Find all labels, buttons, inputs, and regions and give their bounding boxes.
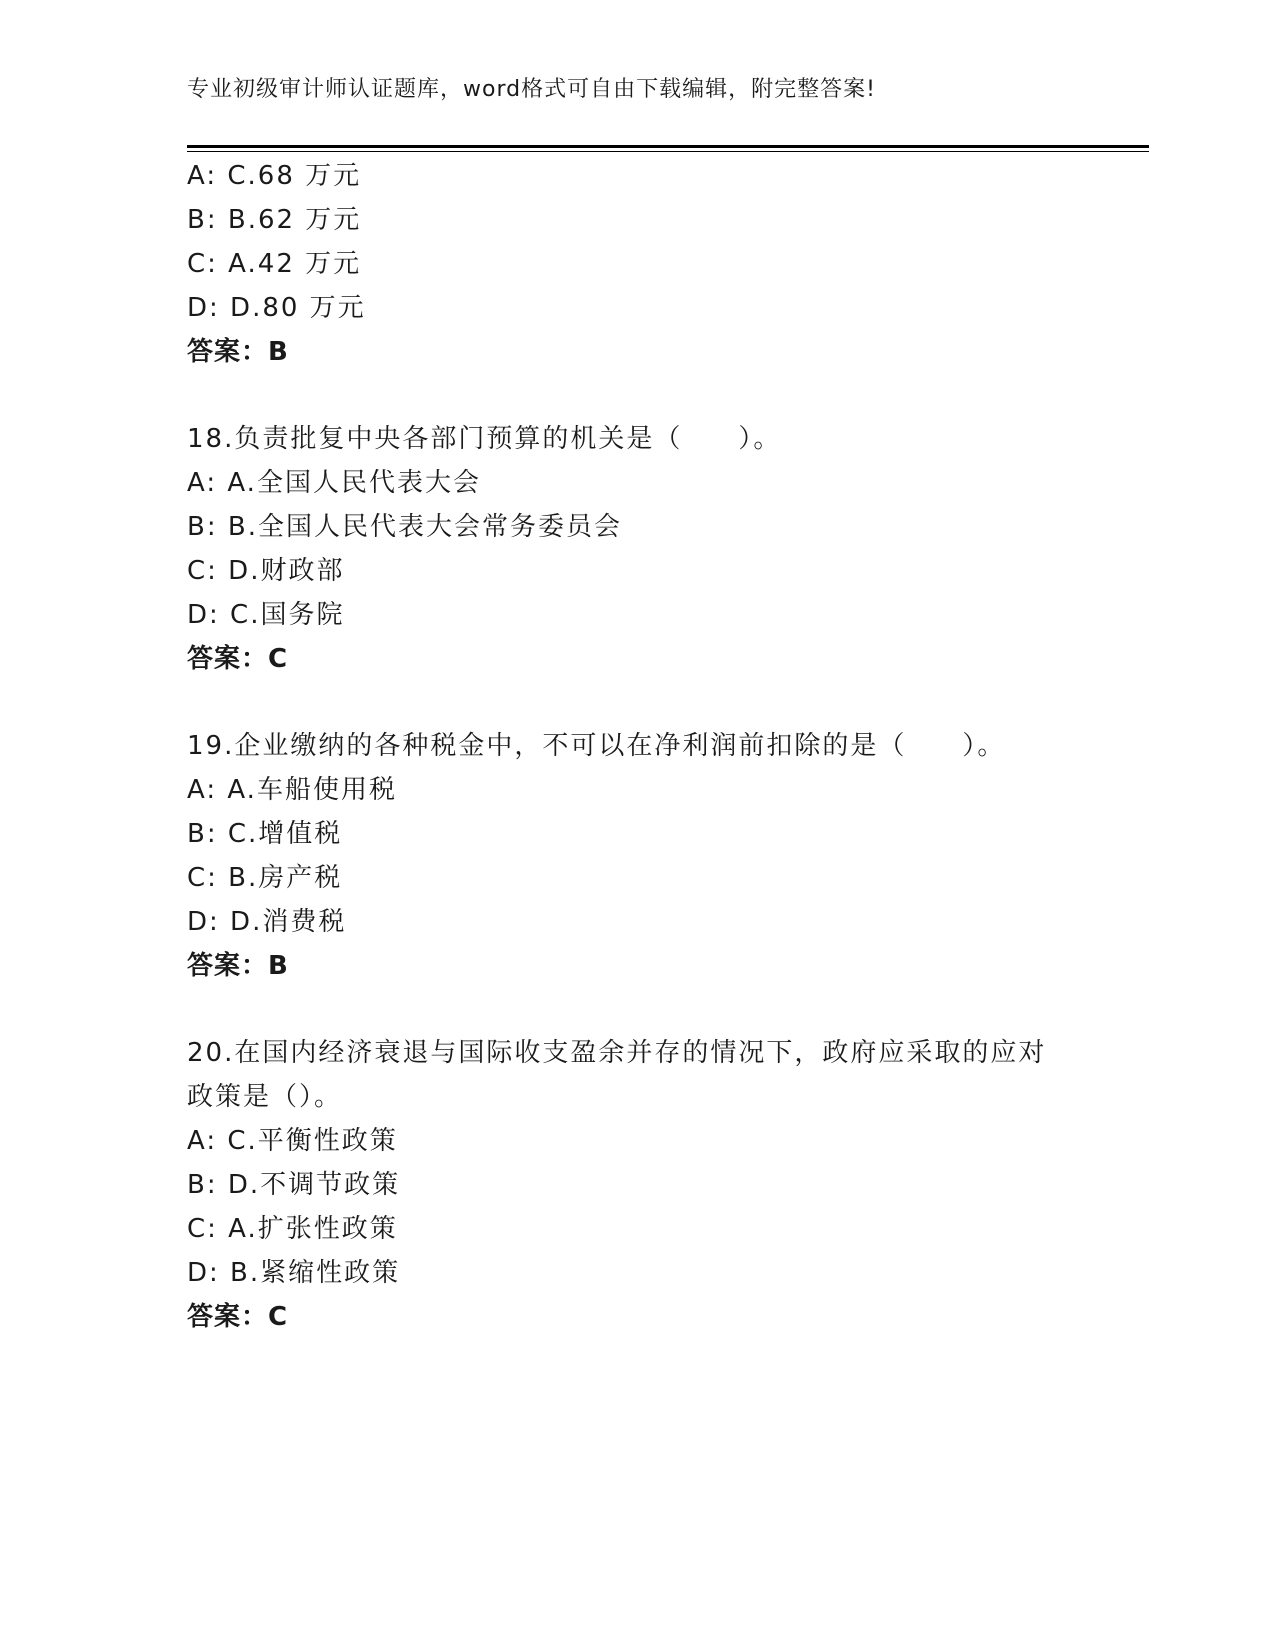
option-d: D: D.80 万元 — [187, 293, 366, 323]
question-19: 19.企业缴纳的各种税金中，不可以在净利润前扣除的是（ ）。 — [187, 731, 1006, 761]
option-a: A: A.全国人民代表大会 — [187, 468, 481, 498]
option-c: C: D.财政部 — [187, 556, 345, 586]
option-d: D: D.消费税 — [187, 907, 347, 937]
option-b: B: D.不调节政策 — [187, 1170, 401, 1200]
option-d: D: B.紧缩性政策 — [187, 1258, 401, 1288]
option-c: C: B.房产税 — [187, 863, 343, 893]
question-18: 18.负责批复中央各部门预算的机关是（ ）。 — [187, 424, 782, 454]
option-b: B: B.62 万元 — [187, 205, 362, 235]
header-rule-thick — [187, 145, 1149, 148]
option-b: B: B.全国人民代表大会常务委员会 — [187, 512, 622, 542]
option-d: D: C.国务院 — [187, 600, 345, 630]
option-c: C: A.42 万元 — [187, 249, 362, 279]
answer: 答案：C — [187, 1302, 289, 1332]
answer: 答案：B — [187, 951, 289, 981]
answer: 答案：B — [187, 337, 289, 367]
document-header: 专业初级审计师认证题库，word格式可自由下载编辑，附完整答案! — [187, 77, 876, 102]
question-20-line-1: 20.在国内经济衰退与国际收支盈余并存的情况下，政府应采取的应对 — [187, 1038, 1047, 1068]
option-a: A: C.68 万元 — [187, 161, 362, 191]
header-rule-thin — [187, 151, 1149, 152]
option-b: B: C.增值税 — [187, 819, 343, 849]
option-a: A: A.车船使用税 — [187, 775, 397, 805]
answer: 答案：C — [187, 644, 289, 674]
option-a: A: C.平衡性政策 — [187, 1126, 398, 1156]
question-20-line-2: 政策是（）。 — [187, 1082, 343, 1112]
option-c: C: A.扩张性政策 — [187, 1214, 398, 1244]
